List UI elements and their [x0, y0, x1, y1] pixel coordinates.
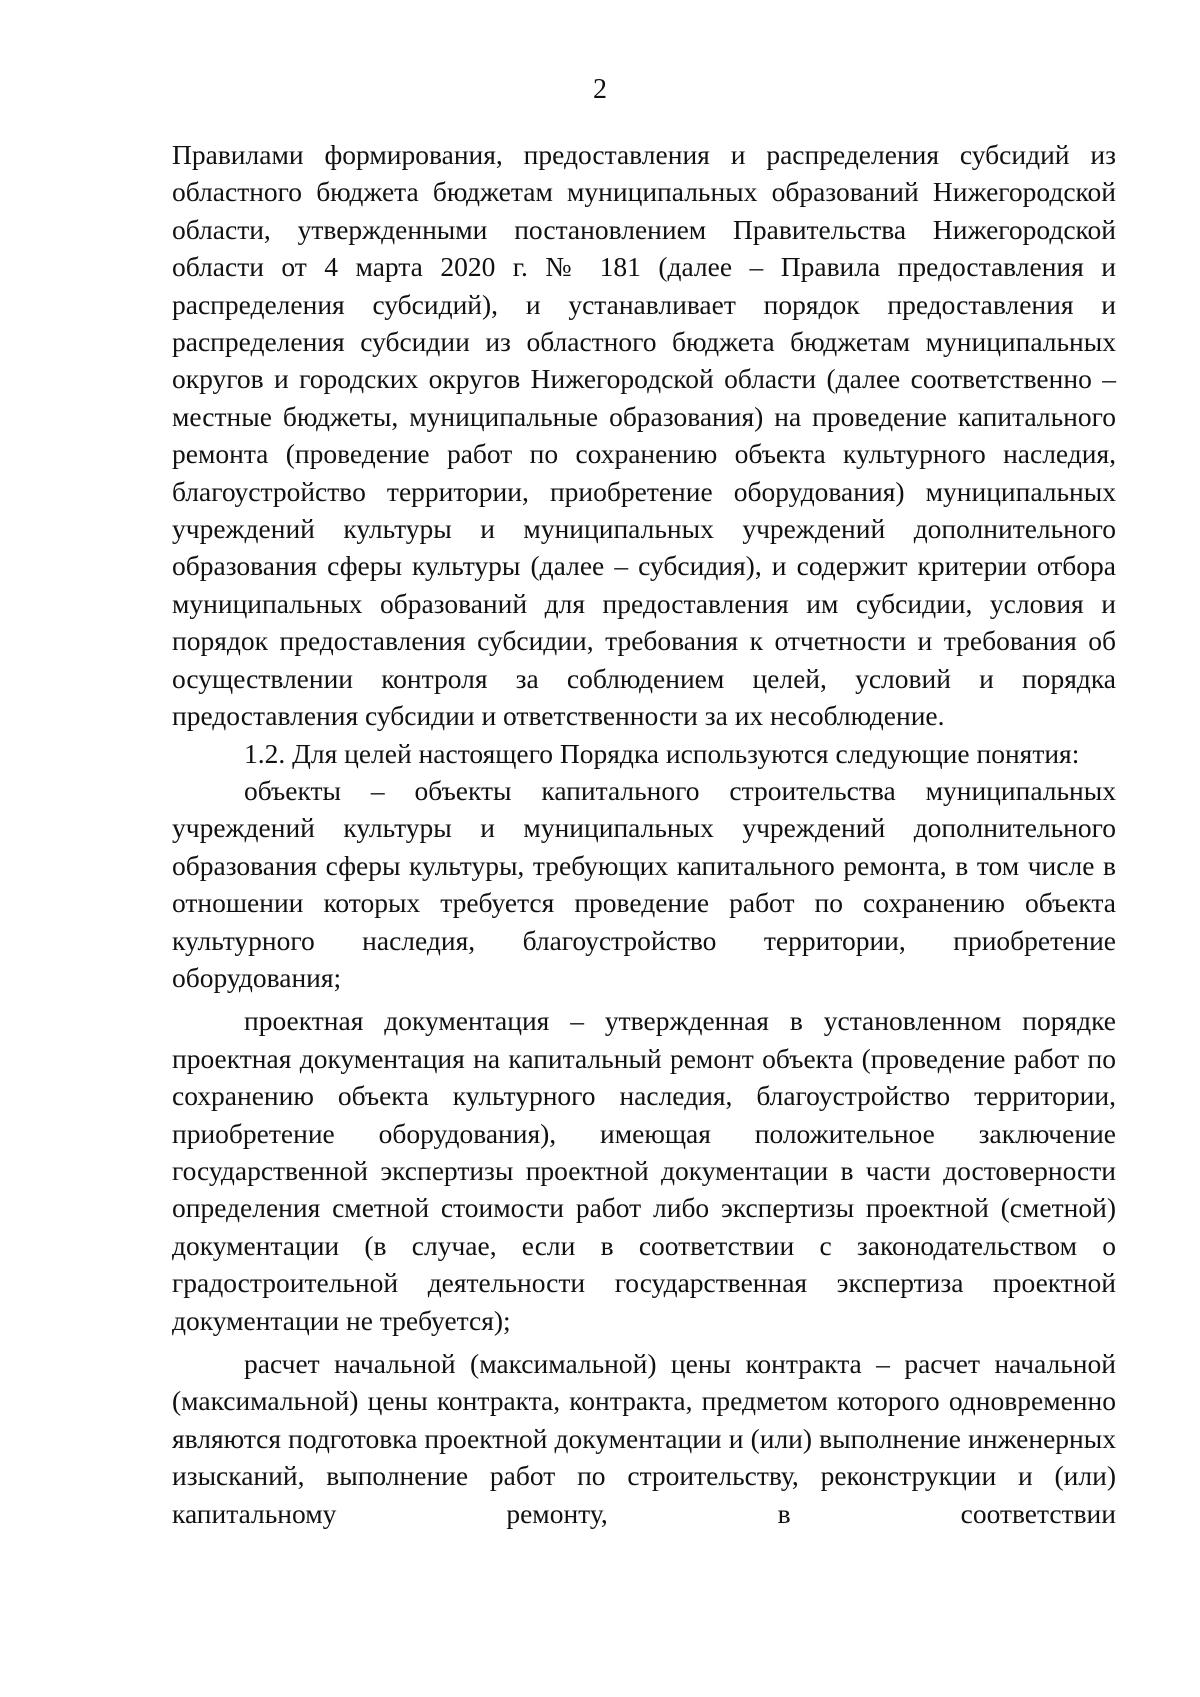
- document-body: [172, 136, 1116, 1532]
- paragraph-definition-objects: объекты – объекты капитального строительства муниципальных учреждений культуры и муниципальных учреждений дополнительного образования сферы культуры, требующих капитального ремонта, в том числе в отношении которых требуется проведение работ по сохранению объекта культурного наследия, благоустройство территории, приобретение оборудования;: [172, 774, 1116, 993]
- paragraph-definition-contract-price: расчет начальной (максимальной) цены контракта – расчет начальной (максимальной) цены контракта, контракта, предметом которого одновременно являются подготовка проектной документации и (или) выполнение инженерных изысканий, выполнение работ по строительству, реконструкции и (или) капитальному ремонту, в соответствии: [172, 1348, 1116, 1529]
- page-number: 2: [593, 74, 607, 105]
- paragraph-section-1-2: 1.2. Для целей настоящего Порядка используются следующие понятия:: [244, 737, 1080, 769]
- paragraph-rules-continuation: Правилами формирования, предоставления и распределения субсидий из областного бюджета бюджетам муниципальных образований Нижегородской области, утвержденными постановлением Правительства Нижегородской области от 4 марта 2020 г. № 181 (далее – Правила предоставления и распределения субсидий), и устанавливает порядок предоставления и распределения субсидии из областного бюджета бюджетам муниципальных округов и городских округов Нижегородской области (далее соответственно – местные бюджеты, муниципальные образования) на проведение капитального ремонта (проведение работ по сохранению объекта культурного наследия, благоустройство территории, приобретение оборудования) муниципальных учреждений культуры и муниципальных учреждений дополнительного образования сферы культуры (далее – субсидия), и содержит критерии отбора муниципальных образований для предоставления им субсидии, условия и порядок предоставления субсидии, требования к отчетности и требования об осуществлении контроля за соблюдением целей, условий и порядка предоставления субсидии и ответственности за их несоблюдение.: [172, 139, 1116, 732]
- paragraph-definition-project-documentation: проектная документация – утвержденная в установленном порядке проектная документация на капитальный ремонт объекта (проведение работ по сохранению объекта культурного наследия, благоустройство территории, приобретение оборудования), имеющая положительное заключение государственной экспертизы проектной документации в части достоверности определения сметной стоимости работ либо экспертизы проектной (сметной) документации (в случае, если в соответствии с законодательством о градостроительной деятельности государственная экспертиза проектной документации не требуется);: [172, 1005, 1116, 1336]
